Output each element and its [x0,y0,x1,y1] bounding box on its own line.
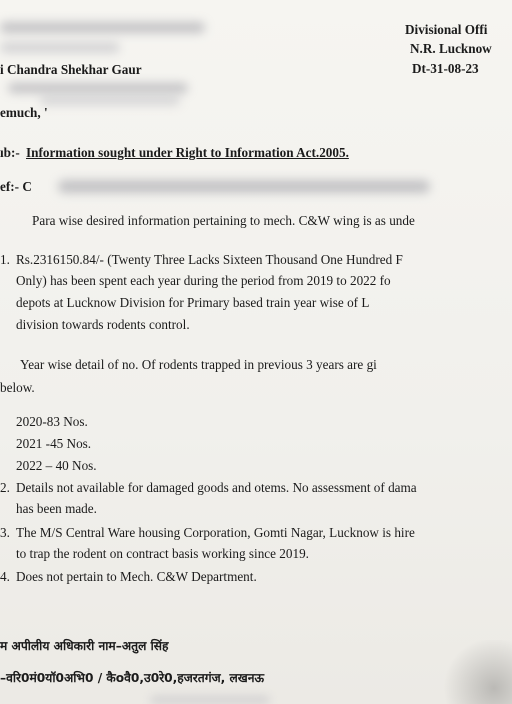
para-number: 3. [0,525,10,540]
redacted-text [150,696,270,704]
subject-line: Information sought under Right to Information Act.2005. [26,145,349,160]
rodent-count-item: 2020-83 Nos. [16,414,88,429]
para2-line: has been made. [16,501,97,516]
office-name-line: Divisional Offi [405,22,488,37]
para3-line: to trap the rodent on contract basis working since 2019. [16,546,309,561]
para4-text: Does not pertain to Mech. C&W Department. [16,569,257,584]
redacted-text [0,42,120,53]
rodent-count-item: 2021 -45 Nos. [16,436,92,451]
letter-date: Dt-31-08-23 [412,61,479,76]
officer-name-line: म अपीलीय अधिकारी नाम–अतुल सिंह [0,639,169,653]
para-number: 4. [0,569,10,584]
rodent-count-item: 2022 – 40 Nos. [16,458,97,473]
subject-prefix: ıb:- [0,145,20,160]
photo-shadow [440,640,512,704]
intro-paragraph: Para wise desired information pertaining to mech. C&W wing is as unde [32,213,415,228]
addressee-name: i Chandra Shekhar Gaur [0,62,142,77]
redacted-text [0,22,205,33]
para3-line: The M/S Central Ware housing Corporation, Gomti Nagar, Lucknow is hire [16,525,415,540]
para1-line: Only) has been spent each year during the period from 2019 to 2022 fo [16,273,391,288]
addressee-place: emuch, ' [0,105,48,120]
redacted-address [8,83,188,93]
officer-designation-line: –वरि0मं0यॉ0अभि0 / कैoवै0,उ0रे0,हजरतगंज, लखनऊ [0,671,265,685]
para-number: 2. [0,480,10,495]
para1-line: depots at Lucknow Division for Primary based train year wise of L [16,295,370,310]
para-number: 1. [0,252,10,267]
para1-line: division towards rodents control. [16,317,190,332]
reference-prefix: ef:- C [0,179,32,194]
yearwise-line: Year wise detail of no. Of rodents trapped in previous 3 years are gi [20,357,377,372]
redacted-reference [58,180,430,193]
redacted-address [40,96,180,105]
para2-line: Details not available for damaged goods and otems. No assessment of dama [16,480,417,495]
office-location-line: N.R. Lucknow [410,41,492,56]
yearwise-line: below. [0,380,35,395]
para1-line: Rs.2316150.84/- (Twenty Three Lacks Sixteen Thousand One Hundred F [16,252,403,267]
